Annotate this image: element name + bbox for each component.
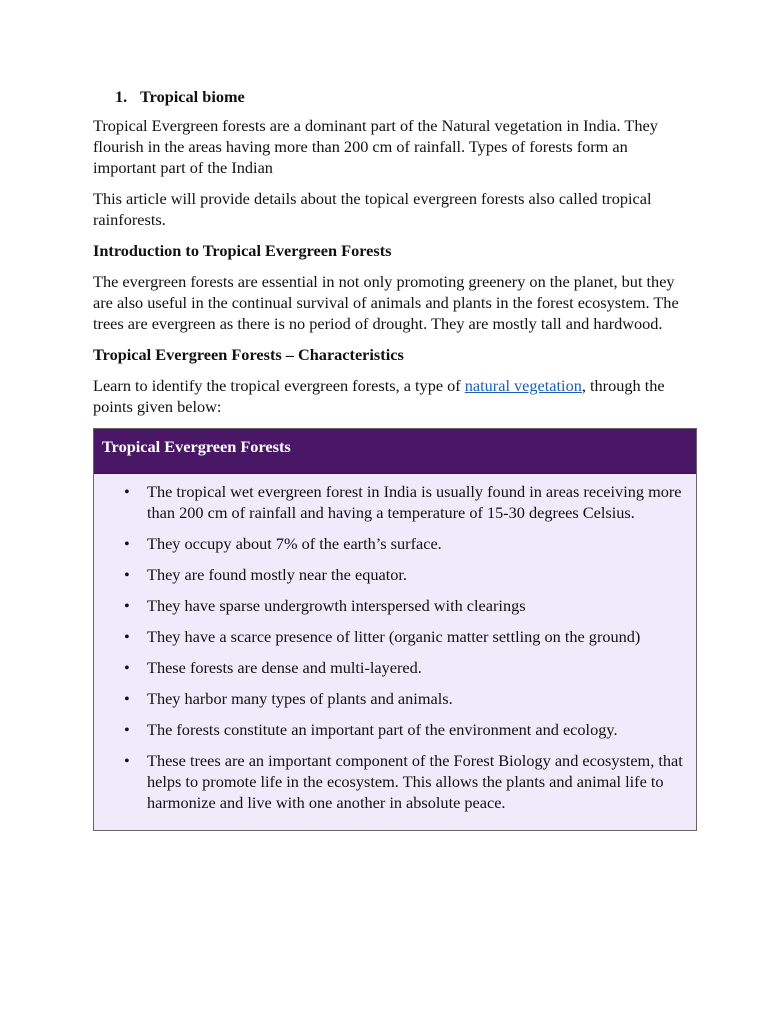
heading-text: Tropical biome xyxy=(140,87,245,106)
bullet-icon: • xyxy=(124,751,130,770)
list-item-text: They have a scarce presence of litter (organic matter settling on the ground) xyxy=(147,627,641,646)
natural-vegetation-link[interactable]: natural vegetation xyxy=(464,376,582,395)
numbered-heading xyxy=(93,86,693,107)
list-item xyxy=(94,595,684,616)
list-item-text: These trees are an important component of the Forest Biology and ecosystem, that helps to promote life in the ecosystem. This allows the plants and animal life to harmonize and live with one another in absolute peace. xyxy=(147,751,683,812)
list-item xyxy=(94,688,684,709)
introduction-paragraph: The evergreen forests are essential in not only promoting greenery on the planet, but they are also useful in the continual survival of animals and plants in the forest ecosystem. The trees are evergreen as there is no period of drought. They are mostly tall and hardwood. xyxy=(93,272,679,333)
section-heading-characteristics: Tropical Evergreen Forests – Characteristics xyxy=(93,345,404,364)
bullet-icon: • xyxy=(124,565,130,584)
article-paragraph: This article will provide details about the topical evergreen forests also called tropical rainforests. xyxy=(93,189,652,229)
list-item xyxy=(94,657,684,678)
list-item-text: They occupy about 7% of the earth’s surface. xyxy=(147,534,442,553)
list-item-text: The forests constitute an important part of the environment and ecology. xyxy=(147,720,618,739)
bullet-icon: • xyxy=(124,658,130,677)
list-item xyxy=(94,564,684,585)
bullet-icon: • xyxy=(124,482,130,501)
trail-text: , through the points given below: xyxy=(93,376,665,416)
list-item-text: They are found mostly near the equator. xyxy=(147,565,407,584)
bullet-icon: • xyxy=(124,689,130,708)
document-page xyxy=(93,86,693,831)
list-item xyxy=(94,626,684,647)
lead-text: Learn to identify the tropical evergreen forests, a type of xyxy=(93,376,465,395)
bullet-icon: • xyxy=(124,534,130,553)
info-box-list xyxy=(94,474,696,830)
intro-paragraph: Tropical Evergreen forests are a dominant part of the Natural vegetation in India. They flourish in the areas having more than 200 cm of rainfall. Types of forests form an important part of the Indian xyxy=(93,116,658,177)
bullet-icon: • xyxy=(124,720,130,739)
list-item xyxy=(94,481,684,523)
bullet-icon: • xyxy=(124,596,130,615)
bullet-icon: • xyxy=(124,627,130,646)
info-box xyxy=(93,428,697,831)
list-item xyxy=(94,719,684,740)
list-item xyxy=(94,533,684,554)
section-heading-introduction: Introduction to Tropical Evergreen Forests xyxy=(93,241,392,260)
list-item-text: These forests are dense and multi-layered. xyxy=(147,658,422,677)
heading-number: 1. xyxy=(115,87,128,106)
list-item xyxy=(94,750,684,813)
list-item-text: The tropical wet evergreen forest in India is usually found in areas receiving more than 200 cm of rainfall and having a temperature of 15-30 degrees Celsius. xyxy=(147,482,682,522)
characteristics-lead-paragraph xyxy=(93,375,693,417)
list-item-text: They harbor many types of plants and animals. xyxy=(147,689,453,708)
list-item-text: They have sparse undergrowth interspersed with clearings xyxy=(147,596,526,615)
info-box-title: Tropical Evergreen Forests xyxy=(94,429,696,474)
